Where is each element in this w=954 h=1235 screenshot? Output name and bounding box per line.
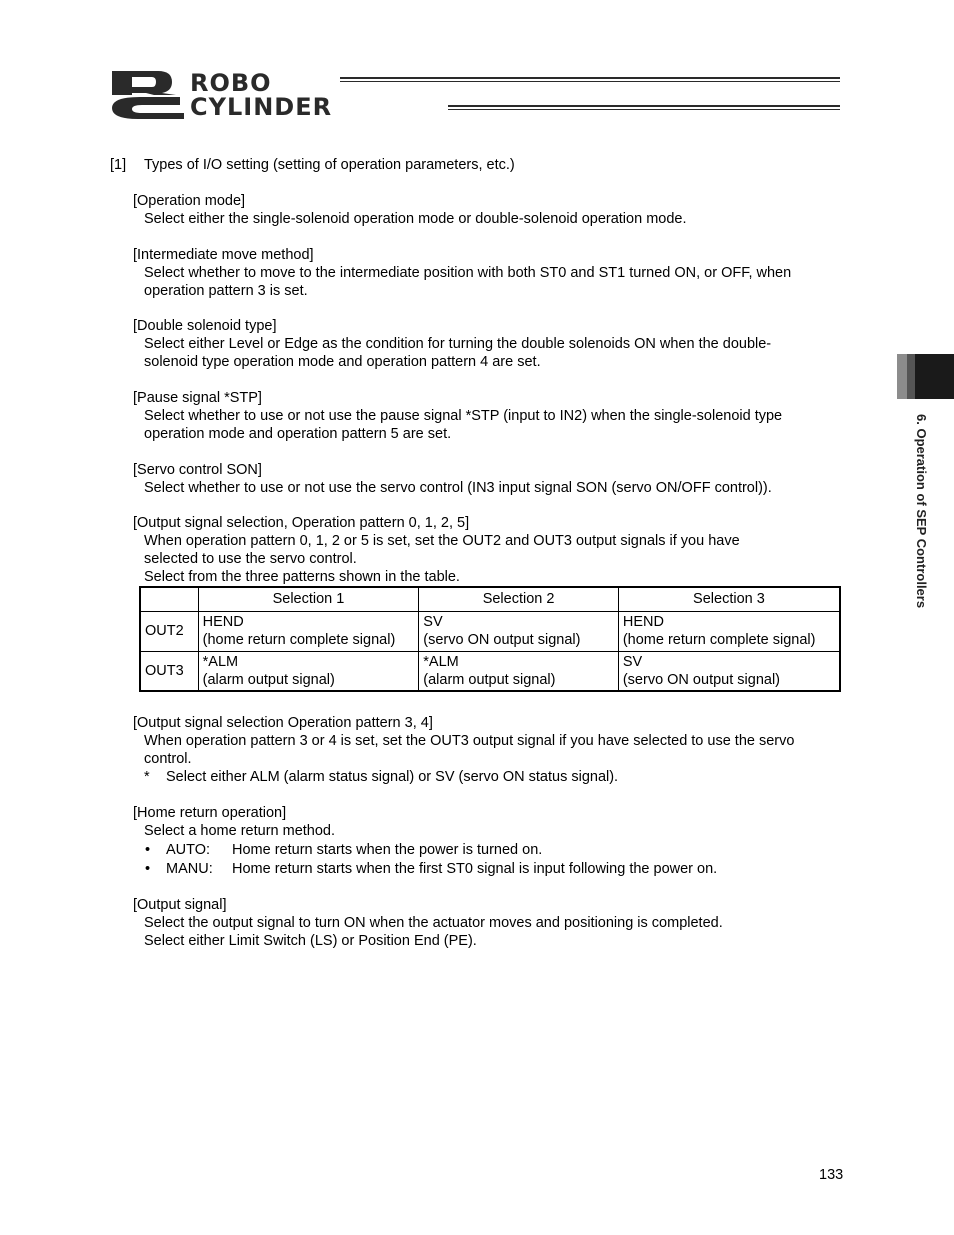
cell-signal: *ALM bbox=[423, 653, 459, 670]
output-sel-b-text-1: When operation pattern 3 or 4 is set, set the OUT3 output signal if you have selected to use the servo bbox=[144, 733, 795, 749]
output-sel-b-title: [Output signal selection Operation pattern 3, 4] bbox=[133, 715, 433, 731]
note-mark: * bbox=[144, 769, 150, 785]
header-rule bbox=[340, 81, 840, 82]
servo-text: Select whether to use or not use the servo control (IN3 input signal SON (servo ON/OFF control)). bbox=[144, 480, 772, 496]
table-cell bbox=[618, 651, 840, 691]
table-cell bbox=[618, 611, 840, 651]
pause-title: [Pause signal *STP] bbox=[133, 390, 262, 406]
output-sel-a-text-1: When operation pattern 0, 1, 2 or 5 is set, set the OUT2 and OUT3 output signals if you have bbox=[144, 533, 740, 549]
section-heading: Types of I/O setting (setting of operation parameters, etc.) bbox=[144, 157, 515, 173]
rc-logo-mark bbox=[110, 69, 190, 121]
list-bullet: • bbox=[145, 842, 151, 858]
intermediate-title: [Intermediate move method] bbox=[133, 247, 314, 263]
table-cell bbox=[198, 611, 419, 651]
table-header-cell: Selection 2 bbox=[419, 587, 619, 611]
cell-signal: HEND bbox=[202, 614, 244, 630]
double-solenoid-text-1: Select either Level or Edge as the condition for turning the double solenoids ON when the double- bbox=[144, 336, 772, 352]
cell-description: (servo ON output signal) bbox=[622, 671, 780, 688]
table-row bbox=[140, 611, 840, 651]
chapter-tab bbox=[897, 354, 954, 399]
table-cell bbox=[419, 611, 619, 651]
table-header-row bbox=[140, 587, 840, 611]
pause-text-2: operation mode and operation pattern 5 are set. bbox=[144, 426, 452, 442]
output-signal-text-1: Select the output signal to turn ON when the actuator moves and positioning is completed. bbox=[144, 915, 723, 931]
cell-description: (home return complete signal) bbox=[202, 632, 396, 648]
list-item-desc: Home return starts when the power is turned on. bbox=[232, 842, 543, 858]
logo-text-robo: ROBO bbox=[190, 69, 272, 97]
operation-mode-title: [Operation mode] bbox=[133, 193, 246, 209]
table-cell bbox=[198, 651, 419, 691]
logo-text-cylinder: CYLINDER bbox=[190, 93, 333, 121]
chapter-label: 6. Operation of SEP Controllers bbox=[914, 414, 929, 609]
header-rule bbox=[448, 109, 840, 110]
cell-signal: SV bbox=[423, 614, 443, 630]
section-number: [1] bbox=[110, 157, 127, 173]
list-item-key: AUTO: bbox=[166, 842, 211, 858]
output-sel-a-text-3: Select from the three patterns shown in the table. bbox=[144, 569, 460, 585]
cell-signal: SV bbox=[622, 653, 643, 670]
output-signal-title: [Output signal] bbox=[133, 897, 227, 913]
output-sel-b-text-2: control. bbox=[144, 751, 192, 767]
header-rule bbox=[448, 105, 840, 107]
table-row-label: OUT3 bbox=[140, 651, 198, 691]
cell-description: (alarm output signal) bbox=[202, 671, 335, 688]
list-item-key: MANU: bbox=[166, 861, 213, 877]
table-header-cell bbox=[140, 587, 198, 611]
home-return-title: [Home return operation] bbox=[133, 805, 287, 821]
table-row-label: OUT2 bbox=[140, 611, 198, 651]
table-cell bbox=[419, 651, 619, 691]
output-sel-a-text-2: selected to use the servo control. bbox=[144, 551, 357, 567]
list-bullet: • bbox=[145, 861, 151, 877]
cell-description: (home return complete signal) bbox=[622, 632, 816, 648]
output-signal-text-2: Select either Limit Switch (LS) or Position End (PE). bbox=[144, 933, 477, 949]
cell-description: (alarm output signal) bbox=[423, 671, 556, 688]
double-solenoid-title: [Double solenoid type] bbox=[133, 318, 277, 334]
table-row bbox=[140, 651, 840, 691]
intermediate-text-1: Select whether to move to the intermediate position with both ST0 and ST1 turned ON, or OFF, when bbox=[144, 265, 792, 281]
output-sel-a-title: [Output signal selection, Operation pattern 0, 1, 2, 5] bbox=[133, 515, 470, 531]
table-header-cell: Selection 3 bbox=[618, 587, 840, 611]
page-number: 133 bbox=[819, 1167, 844, 1183]
header-rule bbox=[340, 77, 840, 79]
cell-description: (servo ON output signal) bbox=[423, 632, 581, 648]
list-item-desc: Home return starts when the first ST0 signal is input following the power on. bbox=[232, 861, 718, 877]
output-sel-b-note: Select either ALM (alarm status signal) or SV (servo ON status signal). bbox=[166, 769, 619, 785]
robo-cylinder-logo bbox=[110, 69, 850, 121]
operation-mode-text: Select either the single-solenoid operation mode or double-solenoid operation mode. bbox=[144, 211, 687, 227]
cell-signal: HEND bbox=[622, 614, 664, 630]
home-return-text: Select a home return method. bbox=[144, 823, 336, 839]
output-selection-table bbox=[139, 586, 841, 692]
pause-text-1: Select whether to use or not use the pause signal *STP (input to IN2) when the single-solenoid type bbox=[144, 408, 783, 424]
table-header-cell: Selection 1 bbox=[198, 587, 419, 611]
intermediate-text-2: operation pattern 3 is set. bbox=[144, 283, 308, 299]
double-solenoid-text-2: solenoid type operation mode and operation pattern 4 are set. bbox=[144, 354, 541, 370]
cell-signal: *ALM bbox=[202, 653, 239, 670]
servo-title: [Servo control SON] bbox=[133, 462, 262, 478]
